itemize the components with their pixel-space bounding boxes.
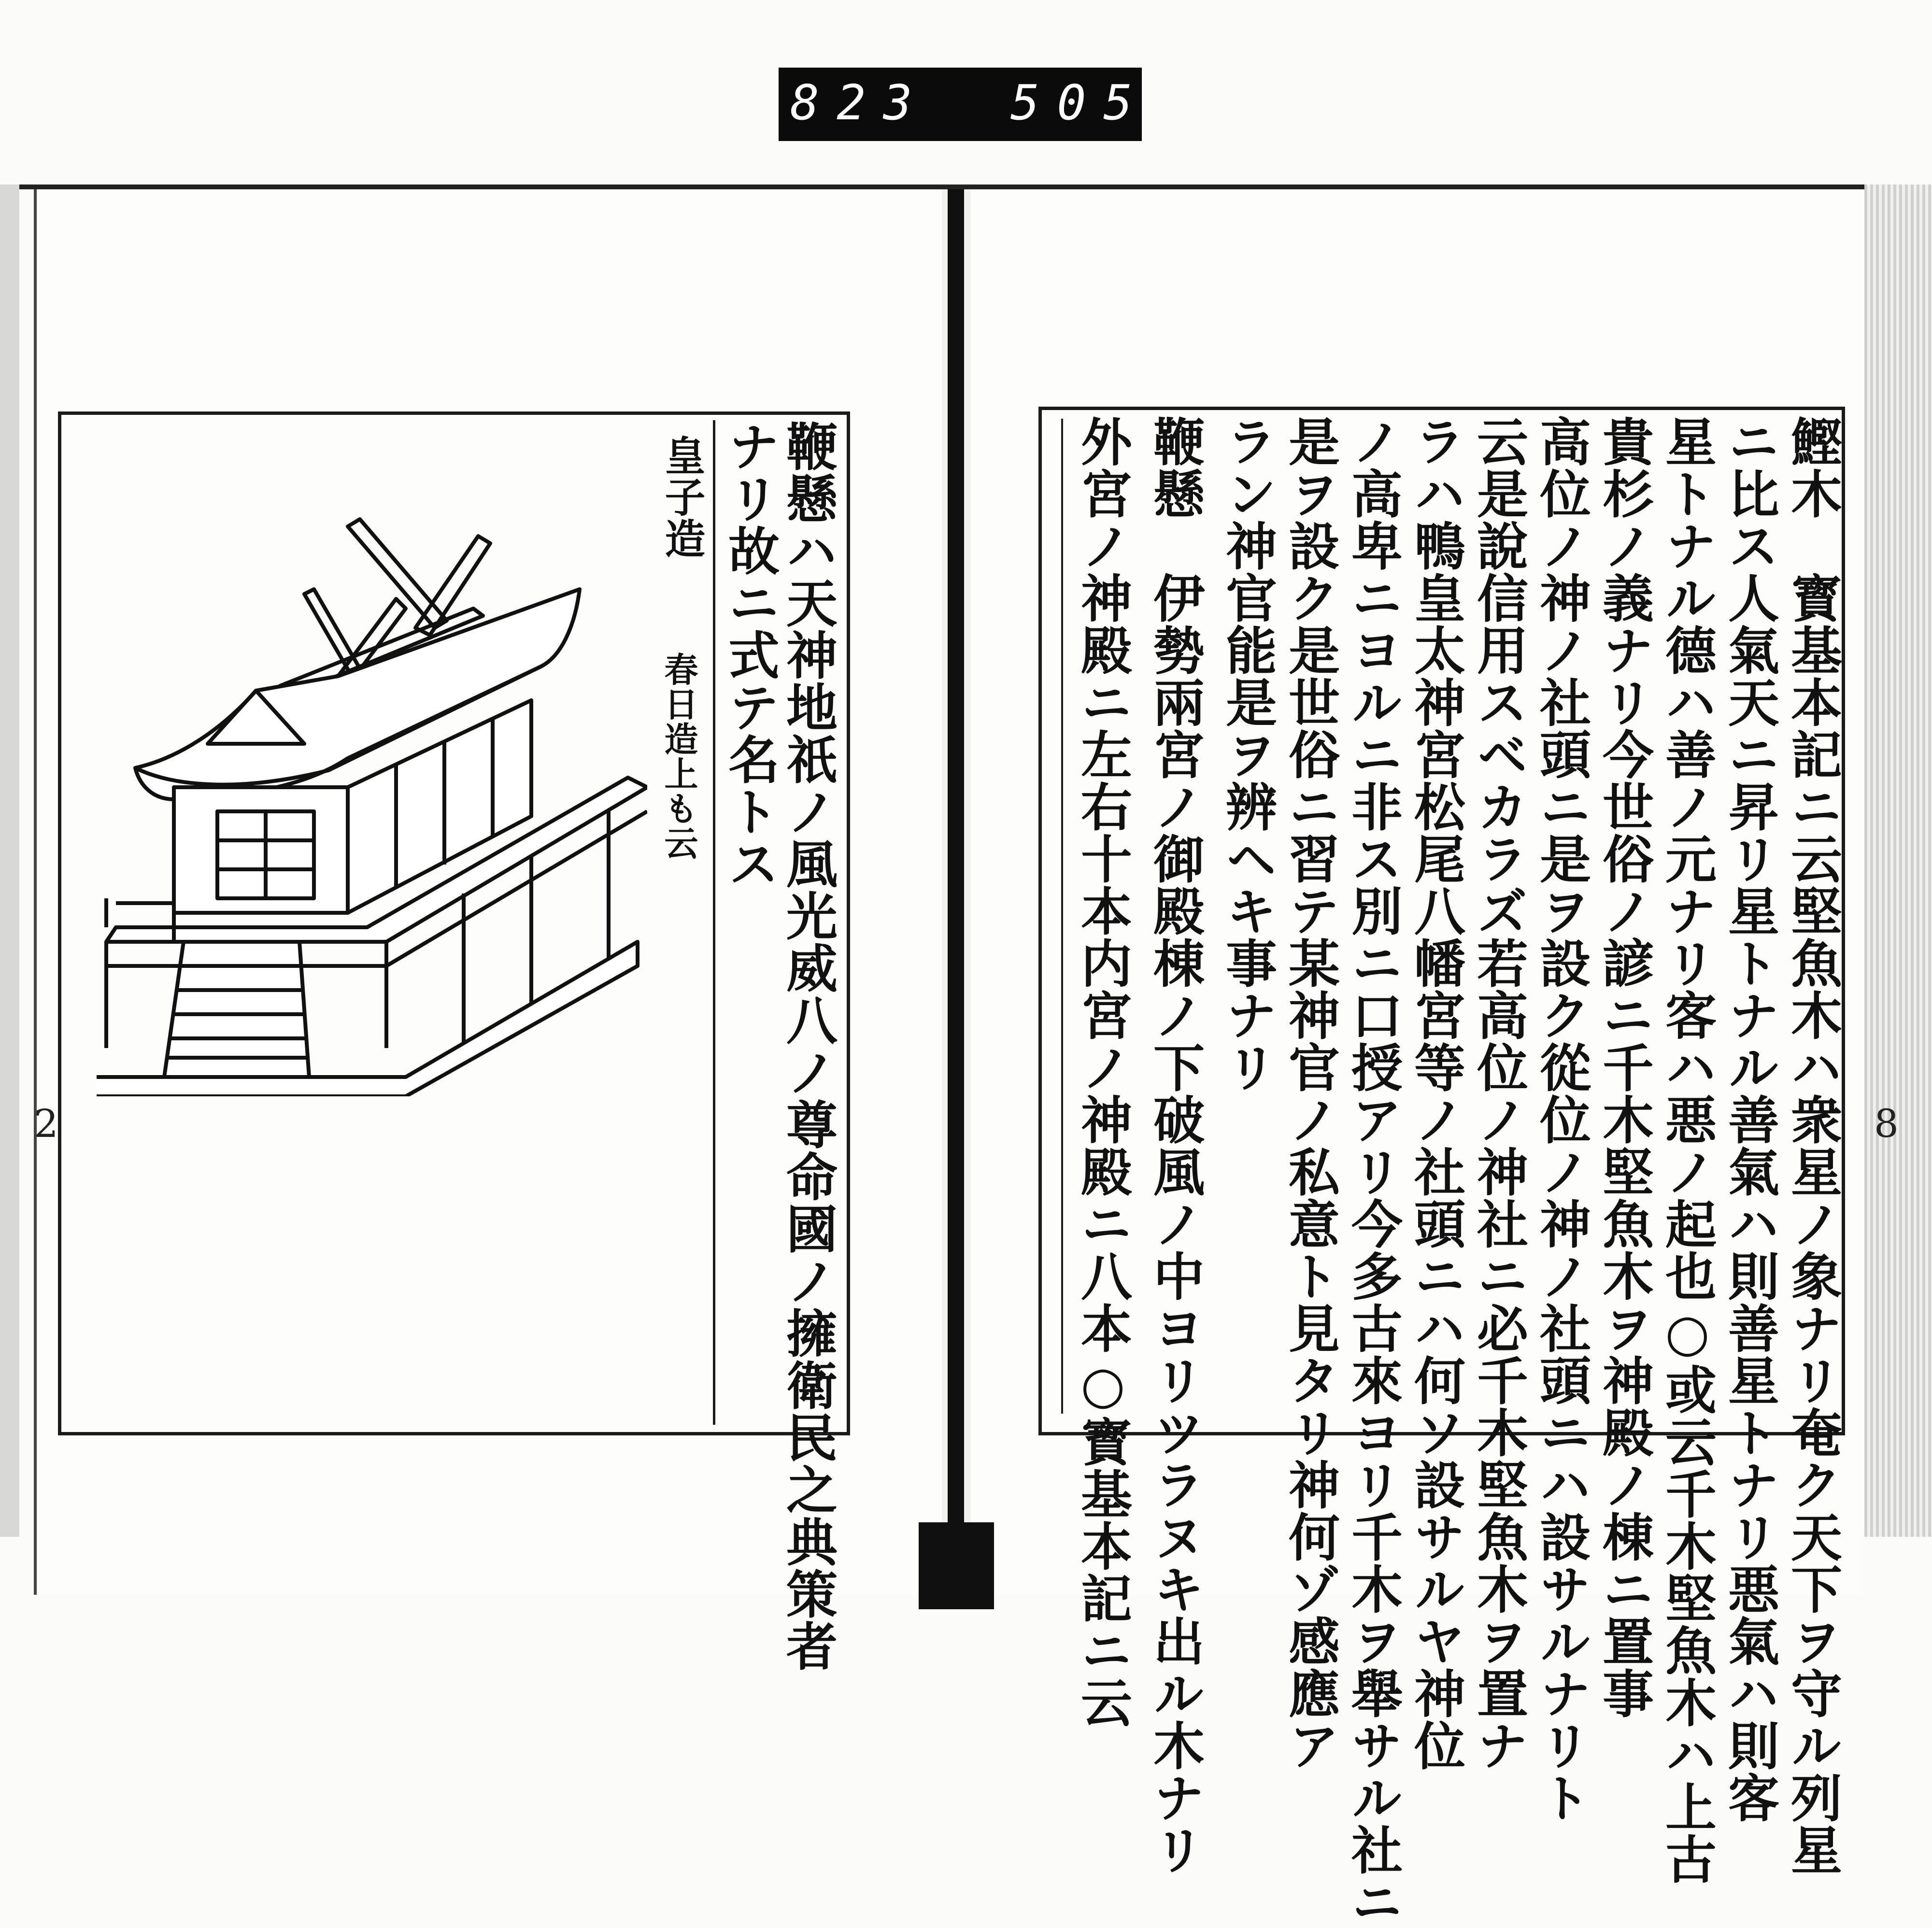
right-text-column-9: 是ヲ設ク是世俗ニ習テ某神官ノ私意ト見タリ神何ゾ感應ア [1280,415,1341,1772]
book-edge-right [1864,184,1932,1537]
right-text-column-8: ノ高卑ニヨルニ非ス別ニ口授アリ今多古來ヨリ千木ヲ舉サル社ニ [1343,415,1404,1928]
chigi-right-2 [348,519,447,628]
archive-stamp [779,68,1150,141]
right-text-column-7: ラハ鴨皇太神宮松尾八幡宮等ノ社頭ニハ何ソ設サルヤ神位 [1406,415,1466,1772]
right-text-column-2: ニ比ス人氣天ニ昇リ星トナル善氣ハ則善星トナリ悪氣ハ則客 [1720,415,1780,1824]
caption-note: 春日造上も云 [659,652,699,861]
right-text-column-5: 高位ノ神ノ社頭ニ是ヲ設ク從位ノ神ノ社頭ニハ設サルナリト [1532,415,1592,1824]
right-text-column-3: 星トナル德ハ善ノ元ナリ客ハ悪ノ起也○或云千木堅魚木ハ上古 [1657,415,1718,1885]
left-text-column-2: ナリ故ニ式テ名トス [720,420,781,890]
book-edge-left [0,184,19,1537]
left-column-rule [713,420,715,1425]
right-text-column-10: ラン神官能是ヲ辨ヘキ事ナリ [1218,415,1278,1093]
right-text-column-4: 貴杉ノ義ナリ今世俗ノ諺ニ千木堅魚木ヲ神殿ノ棟ニ置事 [1594,415,1655,1719]
shrine-illustration [97,517,647,1096]
spread-top-edge [0,184,1932,189]
margin-mark-right: 8 [1874,1101,1899,1146]
left-text-column-1: 鞭懸ハ天神地祇ノ風光威八ノ尊命國ノ擁衛民之典策者 [778,420,838,1672]
stamp-number-left: 823 [790,74,930,131]
binding-bar [948,189,964,1522]
stamp-number-right: 505 [1010,74,1150,131]
right-text-column-1: 鰹木 寳基本記ニ云堅魚木ハ衆星ノ象ナリ奄ク天下ヲ守ル列星 [1783,415,1843,1876]
margin-mark-left: 2 [34,1101,58,1146]
right-text-column-11: 鞭懸 伊勢兩宮ノ御殿棟ノ下破風ノ中ヨリツラヌキ出ル木ナリ [1145,415,1206,1876]
binding-block [919,1522,994,1609]
caption-title: 皇子造 [658,435,706,559]
front-wall [174,787,348,913]
right-text-column-6: 云是說信用スベカラズ若高位ノ神社ニ必千木堅魚木ヲ置ナ [1469,415,1529,1772]
right-text-column-12: 外宮ノ神殿ニ左右十本内宮ノ神殿ニ八本○寳基本記ニ云 [1073,415,1133,1729]
